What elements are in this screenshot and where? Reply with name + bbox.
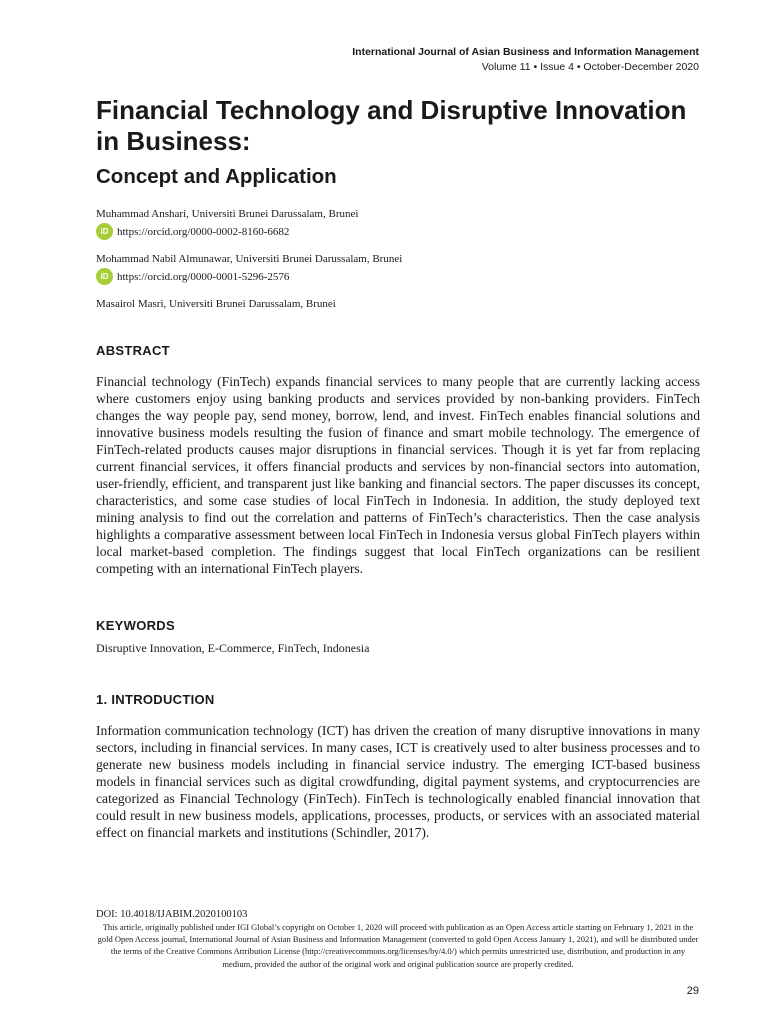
journal-header <box>352 45 699 75</box>
orcid-icon: iD <box>96 223 113 240</box>
orcid-link-1[interactable]: https://orcid.org/0000-0002-8160-6682 <box>117 225 290 238</box>
introduction-heading: 1. INTRODUCTION <box>96 692 215 707</box>
doi: DOI: 10.4018/IJABIM.2020100103 <box>96 909 248 920</box>
keywords-text: Disruptive Innovation, E-Commerce, FinTech, Indonesia <box>96 641 370 655</box>
introduction-text: Information communication technology (ICT) has driven the creation of many disruptive innovations in many sectors, including in financial services. In many cases, ICT is creatively used to alter business processes and to generate new business models including in financial service industry. The emerging ICT-based business models in financial services such as digital crowdfunding, digital payment systems, and cryptocurrencies are categorized as Financial Technology (FinTech). FinTech is technologically enabled financial innovation that could result in new business models, applications, processes, products, or services with an associated material effect on financial markets and institutions (Schindler, 2017). <box>96 723 700 840</box>
orcid-link-2[interactable]: https://orcid.org/0000-0001-5296-2576 <box>117 270 290 283</box>
journal-name: International Journal of Asian Business and Information Management <box>352 46 699 58</box>
keywords-heading: KEYWORDS <box>96 618 175 633</box>
paper-subtitle: Concept and Application <box>96 165 337 188</box>
orcid-row-2 <box>96 268 289 285</box>
author-affiliation-3: Masairol Masri, Universiti Brunei Darussalam, Brunei <box>96 298 336 310</box>
paper-title: Financial Technology and Disruptive Innovation in Business: <box>96 95 687 156</box>
abstract-heading: ABSTRACT <box>96 343 170 358</box>
author-affiliation-1: Muhammad Anshari, Universiti Brunei Darussalam, Brunei <box>96 208 359 220</box>
abstract-text: Financial technology (FinTech) expands financial services to many people that are currently lacking access where customers enjoy using banking products and services provided by non-banking providers. FinTech changes the way people pay, send money, borrow, lend, and invest. FinTech enables financial solutions and innovative business models resulting the fusion of finance and smart mobile technology. The emergence of FinTech-related products causes major disruptions in financial services. Though it is yet far from replacing current financial services, it offers financial products and services by non-financial sectors into automation, user-friendly, efficient, and transparent just like banking and financial sectors. The paper discusses its concept, characteristics, and some case studies of local FinTech in Indonesia. In addition, the study deployed text mining analysis to find out the correlation and patterns of FinTech’s characteristics. Then the case analysis highlights a comparative assessment between local FinTech in Indonesia versus global FinTech players within local market-based completion. The findings suggest that local FinTech organizations can be resilient competing with an international FinTech players. <box>96 374 700 576</box>
journal-issue: Volume 11 • Issue 4 • October-December 2020 <box>481 61 699 73</box>
orcid-row-1 <box>96 223 289 240</box>
license-notice: This article, originally published under IGI Global’s copyright on October 1, 2020 will proceed with publication as an Open Access article starting on February 1, 2021 in the gold Open Access journal, International Journal of Asian Business and Information Management (converted to gold Open Access January 1, 2021), and will be distributed under the terms of the Creative Commons Attribution License (http://creativecommons.org/licenses/by/4.0/) which permits unrestricted use, distribution, and production in any medium, provided the author of the original work and original publication source are properly credited. <box>97 922 699 969</box>
orcid-icon: iD <box>96 268 113 285</box>
author-affiliation-2: Mohammad Nabil Almunawar, Universiti Brunei Darussalam, Brunei <box>96 253 403 265</box>
page-number: 29 <box>686 985 699 997</box>
